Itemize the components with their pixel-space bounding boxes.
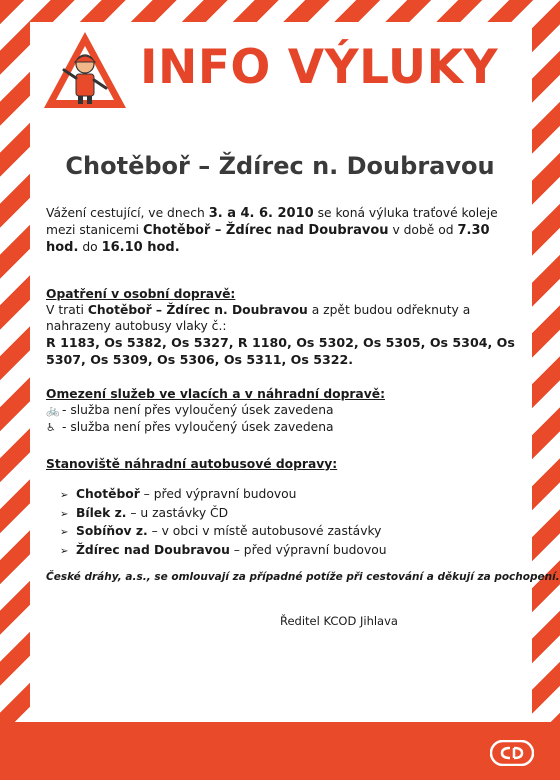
arrow-bullet-icon: ➢ xyxy=(60,527,69,538)
section1-run: a zpět budou odřeknuty a nahrazeny autobusy vlaky č.: xyxy=(46,303,471,333)
service-item xyxy=(46,419,524,436)
list-item: ➢ Ždírec nad Doubravou – před výpravní budovou xyxy=(60,542,524,561)
service-item-text: - služba není přes vyloučený úsek zavedena xyxy=(62,420,334,434)
section1-run: V trati xyxy=(46,303,88,317)
service-item xyxy=(46,402,524,419)
train-list: R 1183, Os 5382, Os 5327, R 1180, Os 5302, Os 5305, Os 5304, Os 5307, Os 5309, Os 5306, Os 5311, Os 5322. xyxy=(46,335,515,367)
bicycle-icon: 🚲 xyxy=(46,404,60,417)
intro-run: v době od xyxy=(388,223,458,237)
section-heading: Stanoviště náhradní autobusové dopravy: xyxy=(46,457,338,471)
route-title: Chotěboř – Ždírec n. Doubravou xyxy=(65,152,495,180)
intro-run: se koná výluka traťové koleje mezi stanicemi xyxy=(46,206,498,237)
apology-note: České dráhy, a.s., se omlouvají za případné potíže při cestování a děkují za pochopení. xyxy=(46,571,560,583)
intro-run: 16.10 hod. xyxy=(101,240,180,255)
warning-worker-logo xyxy=(40,28,130,112)
signature: Ředitel KCOD Jihlava xyxy=(280,614,398,628)
section-passenger-measures xyxy=(46,286,524,368)
intro-run: do xyxy=(78,240,102,254)
section-heading: Opatření v osobní dopravě: xyxy=(46,287,236,301)
section-heading: Omezení služeb ve vlacích a v náhradní dopravě: xyxy=(46,387,386,401)
section-service-limits xyxy=(46,386,524,436)
list-item: ➢ Chotěboř – před výpravní budovou xyxy=(60,486,524,505)
intro-paragraph xyxy=(46,205,524,256)
wheelchair-icon: ♿ xyxy=(46,421,56,434)
list-item: ➢ Sobíňov z. – v obci v místě autobusové zastávky xyxy=(60,523,524,542)
intro-run: Chotěboř – Ždírec nad Doubravou xyxy=(142,223,389,238)
arrow-bullet-icon: ➢ xyxy=(60,490,69,501)
bus-stop-list xyxy=(60,486,524,560)
bottom-band xyxy=(0,722,560,780)
headline: INFO VÝLUKY xyxy=(140,40,499,95)
intro-run: Vážení cestující, ve dnech xyxy=(46,206,209,220)
section1-run: Chotěboř – Ždírec n. Doubravou xyxy=(87,303,308,317)
list-item: ➢ Bílek z. – u zastávky ČD xyxy=(60,505,524,524)
arrow-bullet-icon: ➢ xyxy=(60,545,69,557)
intro-run: 7.30 hod. xyxy=(46,223,490,255)
section-text xyxy=(46,302,524,334)
section-bus-stops xyxy=(46,456,524,560)
intro-run: 3. a 4. 6. 2010 xyxy=(208,206,314,221)
arrow-bullet-icon: ➢ xyxy=(60,508,69,520)
service-item-text: - služba není přes vyloučený úsek zavedena xyxy=(62,403,334,417)
cd-logo xyxy=(490,740,534,766)
